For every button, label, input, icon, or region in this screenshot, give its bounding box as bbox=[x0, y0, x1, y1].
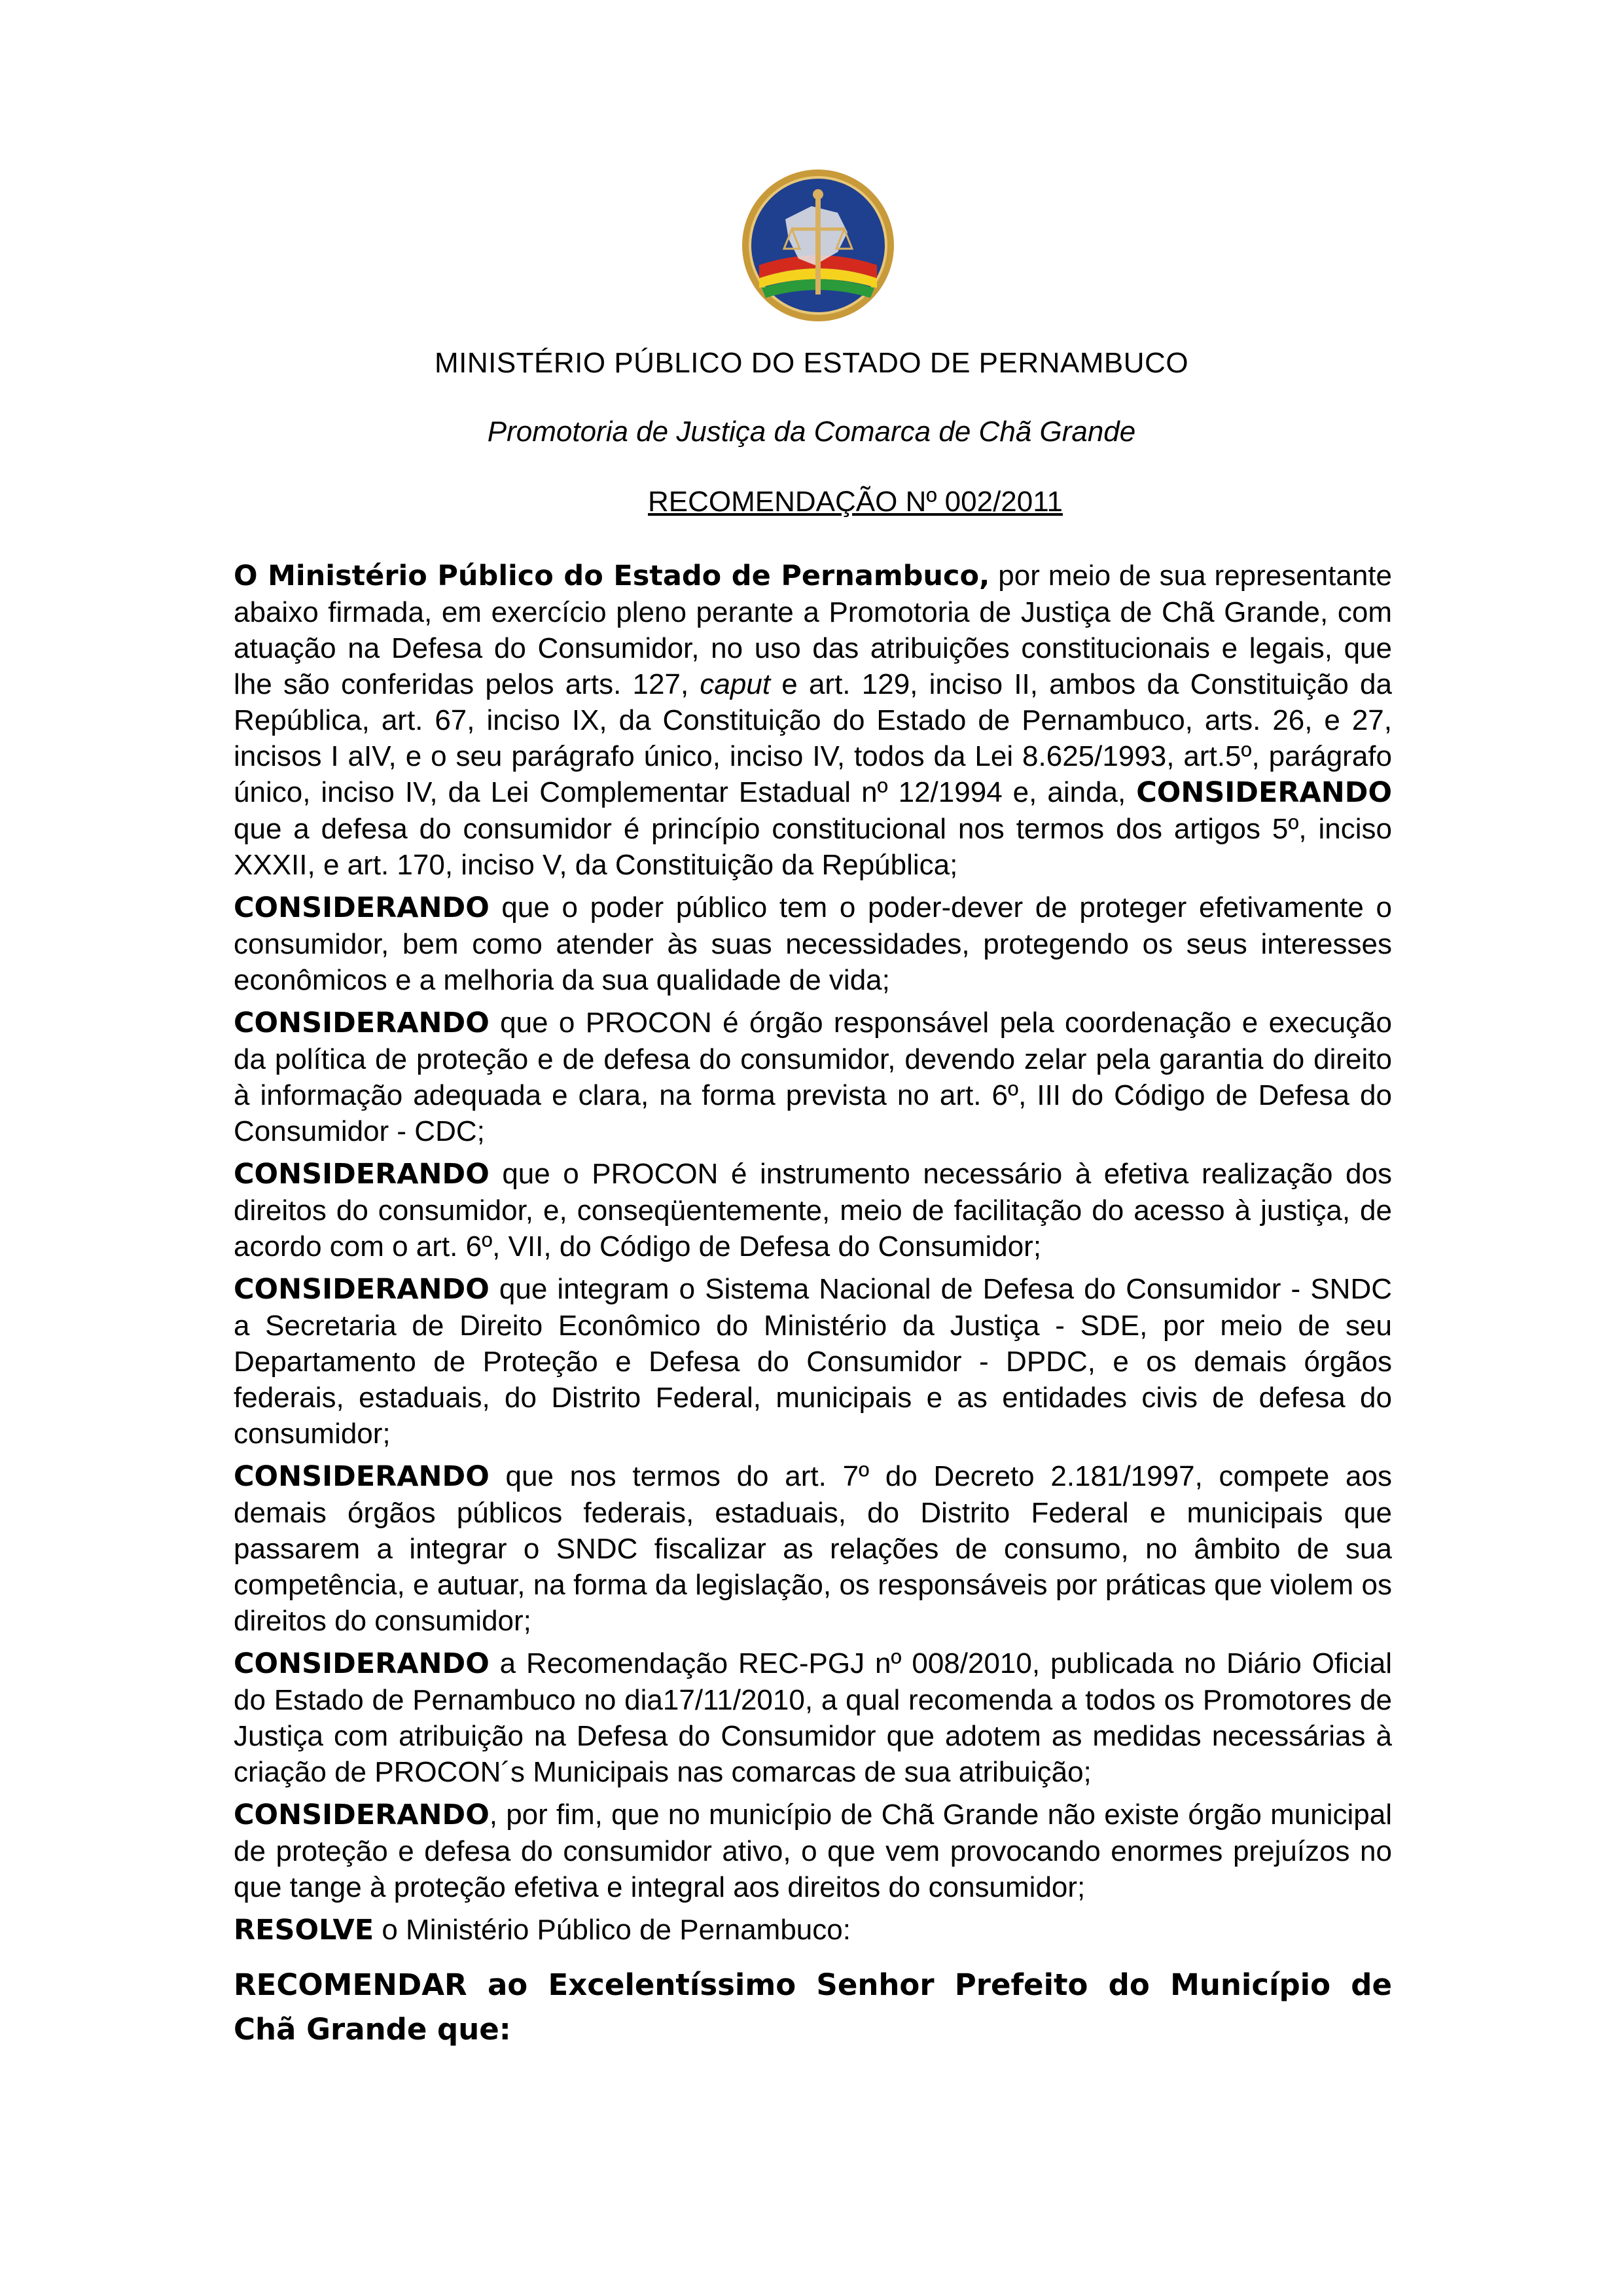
document-number: RECOMENDAÇÃO Nº 002/2011 bbox=[648, 486, 1063, 518]
promotoria-subtitle: Promotoria de Justiça da Comarca de Chã Grande bbox=[487, 416, 1136, 448]
considerando-paragraph: CONSIDERANDO que o PROCON é instrumento necessário à efetiva realização dos direitos do consumidor, e, conseqüentemente, meio de facilitação do acesso à justiça, de acordo com o art. 6º, VII, do Código de Defesa do Consumidor; bbox=[234, 1158, 1392, 1263]
seal-logo bbox=[740, 167, 897, 324]
resolve-paragraph: RESOLVE o Ministério Público de Pernambuco: bbox=[234, 1914, 851, 1946]
intro-paragraph: O Ministério Público do Estado de Pernambuco, por meio de sua representante abaixo firmada, em exercício pleno perante a Promotoria de Justiça de Chã Grande, com atuação na Defesa do Consumidor, no uso das atribuições constitucionais e legais, que lhe são conferidas pelos arts. 127, caput e art. 129, inciso II, ambos da Constituição da República, art. 67, inciso IX, da Constituição do Estado de Pernambuco, arts. 26, e 27, incisos I aIV, e o seu parágrafo único, inciso IV, todos da Lei 8.625/1993, art.5º, parágrafo único, inciso IV, da Lei Complementar Estadual nº 12/1994 e, ainda, CONSIDERANDO que a defesa do consumidor é princípio constitucional nos termos dos artigos 5º, inciso XXXII, e art. 170, inciso V, da Constituição da República; bbox=[234, 560, 1392, 881]
considerando-paragraph: CONSIDERANDO que o poder público tem o poder-dever de proteger efetivamente o consumidor, bem como atender às suas necessidades, protegendo os seus interesses econômicos e a melhoria da sua qualidade de vida; bbox=[234, 891, 1392, 996]
considerando-paragraph: CONSIDERANDO que nos termos do art. 7º do Decreto 2.181/1997, compete aos demais órgãos públicos federais, estaduais, do Distrito Federal e municipais que passarem a integrar o SNDC fiscalizar as relações de consumo, no âmbito de sua competência, e autuar, na forma da legislação, os responsáveis por práticas que violem os direitos do consumidor; bbox=[234, 1460, 1392, 1637]
recomendar-paragraph: RECOMENDAR ao Excelentíssimo Senhor Prefeito do Município de Chã Grande que: bbox=[234, 1967, 1392, 2047]
considerando-paragraph: CONSIDERANDO a Recomendação REC-PGJ nº 008/2010, publicada no Diário Oficial do Estado de Pernambuco no dia17/11/2010, a qual recomenda a todos os Promotores de Justiça com atribuição na Defesa do Consumidor que adotem as medidas necessárias à criação de PROCON´s Municipais nas comarcas de sua atribuição; bbox=[234, 1647, 1392, 1788]
institution-heading: MINISTÉRIO PÚBLICO DO ESTADO DE PERNAMBUCO bbox=[434, 347, 1189, 379]
considerando-paragraph: CONSIDERANDO, por fim, que no município de Chã Grande não existe órgão municipal de proteção e defesa do consumidor ativo, o que vem provocando enormes prejuízos no que tange à proteção efetiva e integral aos direitos do consumidor; bbox=[234, 1799, 1392, 1903]
resolve-keyword: RESOLVE bbox=[234, 1914, 374, 1946]
document-body bbox=[234, 558, 1392, 2058]
intro-bold: O Ministério Público do Estado de Pernambuco, bbox=[234, 560, 990, 592]
considerando-paragraph: CONSIDERANDO que o PROCON é órgão responsável pela coordenação e execução da política de proteção e de defesa do consumidor, devendo zelar pela garantia do direito à informação adequada e clara, na forma prevista no art. 6º, III do Código de Defesa do Consumidor - CDC; bbox=[234, 1007, 1392, 1147]
considerando-paragraph: CONSIDERANDO que integram o Sistema Nacional de Defesa do Consumidor - SNDC a Secretaria de Direito Econômico do Ministério da Justiça - SDE, por meio de seu Departamento de Proteção e Defesa do Consumidor - DPDC, e os demais órgãos federais, estaduais, do Distrito Federal, municipais e as entidades civis de defesa do consumidor; bbox=[234, 1273, 1392, 1450]
